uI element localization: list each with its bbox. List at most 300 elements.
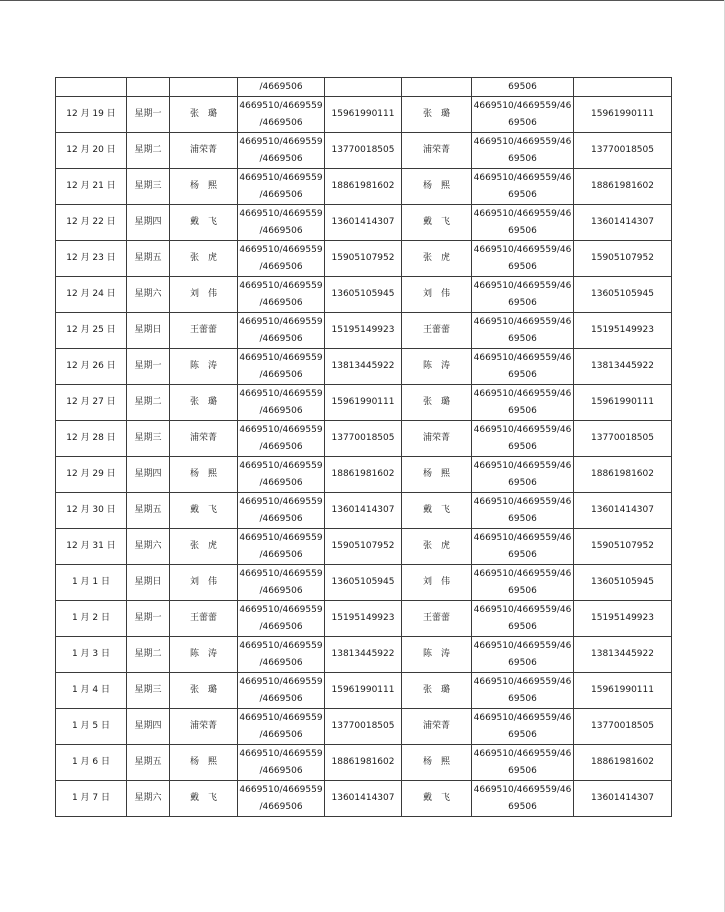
- cell-duty-a: [170, 421, 238, 457]
- cell-ext-a: [238, 529, 325, 565]
- cell-ext-a: [238, 169, 325, 205]
- ext-a-line-1: 4669510/4669559: [239, 748, 323, 759]
- date-text: 12 月 23 日: [66, 253, 116, 263]
- cell-ext-b: [472, 457, 574, 493]
- cell-mobile-a: [325, 313, 402, 349]
- cell-mobile-b: [574, 97, 672, 133]
- cell-duty-b: [402, 277, 472, 313]
- date-text: 12 月 27 日: [66, 397, 116, 407]
- ext-a-line-1: 4669510/4669559: [239, 640, 323, 651]
- date-text: 1 月 2 日: [71, 613, 111, 623]
- mobile-b: 13601414307: [591, 505, 654, 515]
- cell-duty-a: [170, 529, 238, 565]
- ext-a-line-1: 4669510/4669559: [239, 784, 323, 795]
- cell-duty-a: [170, 493, 238, 529]
- cell-duty-a: [170, 313, 238, 349]
- cell-mobile-a: [325, 421, 402, 457]
- duty-person-b: 浦荣菁: [422, 145, 450, 155]
- mobile-b: 13605105945: [591, 577, 654, 587]
- cell-duty-b: [402, 78, 472, 97]
- cell-duty-a: [170, 349, 238, 385]
- ext-a-line-2: /4669506: [259, 189, 303, 200]
- weekday-text: 星期五: [134, 757, 162, 767]
- cell-duty-a: [170, 745, 238, 781]
- mobile-b: 18861981602: [591, 181, 654, 191]
- cell-ext-b: [472, 529, 574, 565]
- mobile-a: 13770018505: [331, 721, 395, 731]
- ext-a-line-1: 4669510/4669559: [239, 136, 323, 147]
- ext-b-line-1: 4669510/4669559/46: [473, 604, 572, 615]
- ext-b-line-1: 4669510/4669559/46: [473, 244, 572, 255]
- cell-mobile-b: [574, 673, 672, 709]
- ext-a-line-2: /4669506: [259, 369, 303, 380]
- mobile-a: 13605105945: [331, 289, 395, 299]
- weekday-text: 星期一: [134, 613, 162, 623]
- cell-duty-a: [170, 637, 238, 673]
- cell-ext-a: [238, 745, 325, 781]
- ext-b-line-2: 69506: [508, 657, 537, 668]
- cell-weekday: [127, 205, 170, 241]
- cell-date: [56, 169, 127, 205]
- cell-ext-b: [472, 709, 574, 745]
- ext-a-line: /4669506: [259, 81, 303, 92]
- cell-mobile-b: [574, 241, 672, 277]
- cell-date: [56, 601, 127, 637]
- cell-mobile-a: [325, 709, 402, 745]
- cell-ext-a: [238, 313, 325, 349]
- cell-ext-a: [238, 493, 325, 529]
- cell-weekday: [127, 97, 170, 133]
- cell-mobile-b: [574, 421, 672, 457]
- ext-a-line-1: 4669510/4669559: [239, 604, 323, 615]
- mobile-b: 13601414307: [591, 793, 654, 803]
- duty-person-a: 张 虎: [189, 253, 217, 263]
- mobile-b: 13601414307: [591, 217, 654, 227]
- mobile-b: 15905107952: [591, 253, 654, 263]
- table-row: [56, 673, 672, 709]
- ext-b-line-2: 69506: [508, 477, 537, 488]
- weekday-text: 星期一: [134, 361, 162, 371]
- cell-duty-a: [170, 133, 238, 169]
- ext-b-line-1: 4669510/4669559/46: [473, 460, 572, 471]
- mobile-b: 15961990111: [591, 397, 654, 407]
- weekday-text: 星期三: [134, 433, 162, 443]
- weekday-text: 星期六: [134, 541, 162, 551]
- mobile-a: 18861981602: [331, 469, 395, 479]
- cell-mobile-b: [574, 565, 672, 601]
- ext-b-line-1: 4669510/4669559/46: [473, 712, 572, 723]
- duty-person-a: 张 璐: [189, 685, 217, 695]
- mobile-b: 13813445922: [591, 361, 654, 371]
- cell-date: [56, 781, 127, 817]
- cell-ext-b: [472, 493, 574, 529]
- cell-ext-b: [472, 421, 574, 457]
- weekday-text: 星期六: [134, 793, 162, 803]
- ext-a-line-1: 4669510/4669559: [239, 676, 323, 687]
- cell-duty-a: [170, 277, 238, 313]
- ext-b-line-1: 4669510/4669559/46: [473, 640, 572, 651]
- ext-b-line-1: 4669510/4669559/46: [473, 100, 572, 111]
- cell-mobile-b: [574, 601, 672, 637]
- duty-person-a: 浦荣菁: [189, 721, 217, 731]
- table-row: [56, 421, 672, 457]
- ext-a-line-2: /4669506: [259, 477, 303, 488]
- weekday-text: 星期四: [134, 469, 162, 479]
- cell-ext-b: [472, 169, 574, 205]
- duty-person-b: 张 虎: [422, 253, 450, 263]
- table-row: [56, 457, 672, 493]
- ext-b-line-2: 69506: [508, 153, 537, 164]
- ext-a-line-2: /4669506: [259, 693, 303, 704]
- weekday-text: 星期日: [134, 577, 162, 587]
- cell-weekday: [127, 313, 170, 349]
- cell-duty-a: [170, 241, 238, 277]
- mobile-b: 13770018505: [591, 433, 654, 443]
- cell-mobile-b: [574, 781, 672, 817]
- duty-person-a: 刘 伟: [189, 577, 217, 587]
- mobile-a: 13601414307: [331, 793, 395, 803]
- cell-mobile-b: [574, 169, 672, 205]
- cell-weekday: [127, 241, 170, 277]
- cell-ext-b: [472, 277, 574, 313]
- mobile-b: 15195149923: [591, 613, 654, 623]
- cell-mobile-a: [325, 169, 402, 205]
- cell-mobile-a: [325, 493, 402, 529]
- cell-mobile-b: [574, 457, 672, 493]
- date-text: 1 月 5 日: [71, 721, 111, 731]
- cell-mobile-a: [325, 601, 402, 637]
- ext-b-line-2: 69506: [508, 441, 537, 452]
- cell-date: [56, 78, 127, 97]
- ext-a-line-2: /4669506: [259, 297, 303, 308]
- mobile-b: 13770018505: [591, 721, 654, 731]
- cell-weekday: [127, 169, 170, 205]
- cell-mobile-b: [574, 277, 672, 313]
- cell-mobile-b: [574, 637, 672, 673]
- cell-date: [56, 709, 127, 745]
- cell-ext-a: [238, 709, 325, 745]
- cell-weekday: [127, 781, 170, 817]
- table-row-partial: [56, 78, 672, 97]
- duty-schedule-table: [55, 77, 672, 817]
- cell-ext-a: [238, 421, 325, 457]
- date-text: 12 月 31 日: [66, 541, 116, 551]
- cell-ext-b: [472, 313, 574, 349]
- table-row: [56, 241, 672, 277]
- cell-duty-b: [402, 421, 472, 457]
- weekday-text: 星期二: [134, 145, 162, 155]
- ext-b-line-1: 4669510/4669559/46: [473, 316, 572, 327]
- cell-ext-b: [472, 133, 574, 169]
- ext-a-line-2: /4669506: [259, 621, 303, 632]
- ext-b-line-2: 69506: [508, 693, 537, 704]
- cell-weekday: [127, 78, 170, 97]
- date-text: 12 月 28 日: [66, 433, 116, 443]
- weekday-text: 星期日: [134, 325, 162, 335]
- cell-mobile-b: [574, 493, 672, 529]
- cell-date: [56, 205, 127, 241]
- table-row: [56, 313, 672, 349]
- cell-ext-b: [472, 673, 574, 709]
- cell-mobile-a: [325, 565, 402, 601]
- weekday-text: 星期三: [134, 181, 162, 191]
- mobile-b: 13770018505: [591, 145, 654, 155]
- duty-person-b: 刘 伟: [422, 577, 450, 587]
- cell-mobile-a: [325, 78, 402, 97]
- mobile-a: 13601414307: [331, 505, 395, 515]
- cell-mobile-a: [325, 133, 402, 169]
- cell-duty-b: [402, 601, 472, 637]
- duty-person-a: 王蕾蕾: [189, 613, 217, 623]
- ext-a-line-1: 4669510/4669559: [239, 460, 323, 471]
- cell-ext-a: [238, 133, 325, 169]
- duty-person-b: 陈 涛: [422, 361, 450, 371]
- ext-b-line-1: 4669510/4669559/46: [473, 208, 572, 219]
- ext-a-line-2: /4669506: [259, 261, 303, 272]
- mobile-a: 13770018505: [331, 433, 395, 443]
- ext-b-line-1: 4669510/4669559/46: [473, 388, 572, 399]
- table-row: [56, 601, 672, 637]
- duty-person-b: 戴 飞: [422, 793, 450, 803]
- ext-b-line-2: 69506: [508, 405, 537, 416]
- cell-ext-a: [238, 673, 325, 709]
- cell-mobile-a: [325, 349, 402, 385]
- date-text: 12 月 26 日: [66, 361, 116, 371]
- duty-person-b: 杨 熙: [422, 181, 450, 191]
- table-row: [56, 565, 672, 601]
- cell-ext-a: [238, 78, 325, 97]
- ext-b-line-2: 69506: [508, 225, 537, 236]
- cell-date: [56, 745, 127, 781]
- duty-person-a: 张 虎: [189, 541, 217, 551]
- ext-b-line-1: 4669510/4669559/46: [473, 532, 572, 543]
- cell-mobile-b: [574, 745, 672, 781]
- duty-person-b: 陈 涛: [422, 649, 450, 659]
- mobile-a: 15195149923: [331, 325, 395, 335]
- duty-person-a: 刘 伟: [189, 289, 217, 299]
- ext-b-line-2: 69506: [508, 261, 537, 272]
- cell-duty-b: [402, 745, 472, 781]
- table-row: [56, 709, 672, 745]
- ext-a-line-2: /4669506: [259, 549, 303, 560]
- ext-b-line-2: 69506: [508, 117, 537, 128]
- cell-date: [56, 133, 127, 169]
- cell-duty-b: [402, 529, 472, 565]
- mobile-a: 15905107952: [331, 541, 395, 551]
- cell-ext-b: [472, 637, 574, 673]
- cell-weekday: [127, 601, 170, 637]
- table-row: [56, 781, 672, 817]
- ext-a-line-2: /4669506: [259, 153, 303, 164]
- duty-person-a: 张 璐: [189, 397, 217, 407]
- cell-mobile-a: [325, 457, 402, 493]
- cell-date: [56, 277, 127, 313]
- cell-date: [56, 97, 127, 133]
- cell-ext-b: [472, 745, 574, 781]
- ext-b-line-1: 4669510/4669559/46: [473, 352, 572, 363]
- cell-duty-b: [402, 205, 472, 241]
- duty-person-a: 张 璐: [189, 109, 217, 119]
- ext-a-line-2: /4669506: [259, 513, 303, 524]
- cell-duty-b: [402, 349, 472, 385]
- cell-duty-b: [402, 97, 472, 133]
- cell-duty-b: [402, 565, 472, 601]
- date-text: 12 月 21 日: [66, 181, 116, 191]
- ext-b-line-2: 69506: [508, 297, 537, 308]
- duty-person-b: 张 璐: [422, 109, 450, 119]
- ext-a-line-1: 4669510/4669559: [239, 352, 323, 363]
- duty-person-a: 浦荣菁: [189, 145, 217, 155]
- cell-ext-b: [472, 241, 574, 277]
- ext-a-line-2: /4669506: [259, 729, 303, 740]
- ext-a-line-1: 4669510/4669559: [239, 496, 323, 507]
- date-text: 1 月 4 日: [71, 685, 111, 695]
- weekday-text: 星期五: [134, 253, 162, 263]
- date-text: 12 月 20 日: [66, 145, 116, 155]
- table-row: [56, 745, 672, 781]
- mobile-a: 15905107952: [331, 253, 395, 263]
- date-text: 12 月 22 日: [66, 217, 116, 227]
- mobile-a: 18861981602: [331, 181, 395, 191]
- mobile-a: 15961990111: [331, 685, 395, 695]
- cell-duty-a: [170, 709, 238, 745]
- mobile-b: 18861981602: [591, 757, 654, 767]
- cell-ext-b: [472, 349, 574, 385]
- mobile-a: 13601414307: [331, 217, 395, 227]
- cell-mobile-b: [574, 709, 672, 745]
- cell-ext-b: [472, 565, 574, 601]
- cell-weekday: [127, 673, 170, 709]
- cell-ext-b: [472, 97, 574, 133]
- duty-person-a: 杨 熙: [189, 757, 217, 767]
- cell-duty-a: [170, 169, 238, 205]
- cell-duty-b: [402, 241, 472, 277]
- ext-a-line-2: /4669506: [259, 225, 303, 236]
- page-top-rule: [0, 0, 725, 1]
- weekday-text: 星期一: [134, 109, 162, 119]
- ext-a-line-1: 4669510/4669559: [239, 424, 323, 435]
- cell-date: [56, 313, 127, 349]
- ext-b-line-2: 69506: [508, 729, 537, 740]
- mobile-a: 18861981602: [331, 757, 395, 767]
- weekday-text: 星期二: [134, 397, 162, 407]
- cell-ext-a: [238, 205, 325, 241]
- ext-a-line-1: 4669510/4669559: [239, 280, 323, 291]
- ext-b-line-1: 4669510/4669559/46: [473, 748, 572, 759]
- mobile-b: 15195149923: [591, 325, 654, 335]
- duty-person-b: 刘 伟: [422, 289, 450, 299]
- mobile-b: 13813445922: [591, 649, 654, 659]
- ext-a-line-1: 4669510/4669559: [239, 388, 323, 399]
- table-row: [56, 205, 672, 241]
- cell-weekday: [127, 349, 170, 385]
- mobile-b: 15961990111: [591, 109, 654, 119]
- mobile-a: 13813445922: [331, 361, 395, 371]
- cell-mobile-a: [325, 637, 402, 673]
- table-row: [56, 529, 672, 565]
- ext-a-line-2: /4669506: [259, 441, 303, 452]
- mobile-a: 13770018505: [331, 145, 395, 155]
- ext-a-line-1: 4669510/4669559: [239, 208, 323, 219]
- cell-duty-b: [402, 169, 472, 205]
- cell-ext-b: [472, 205, 574, 241]
- ext-a-line-1: 4669510/4669559: [239, 568, 323, 579]
- cell-ext-a: [238, 277, 325, 313]
- cell-ext-b: [472, 385, 574, 421]
- ext-a-line-2: /4669506: [259, 765, 303, 776]
- ext-a-line-1: 4669510/4669559: [239, 532, 323, 543]
- cell-ext-b: [472, 781, 574, 817]
- ext-b-line-1: 4669510/4669559/46: [473, 424, 572, 435]
- duty-person-b: 杨 熙: [422, 757, 450, 767]
- ext-b-line-2: 69506: [508, 765, 537, 776]
- duty-person-b: 戴 飞: [422, 505, 450, 515]
- ext-b-line-1: 4669510/4669559/46: [473, 784, 572, 795]
- cell-weekday: [127, 709, 170, 745]
- cell-weekday: [127, 493, 170, 529]
- cell-duty-a: [170, 457, 238, 493]
- cell-duty-b: [402, 781, 472, 817]
- weekday-text: 星期三: [134, 685, 162, 695]
- duty-person-a: 戴 飞: [189, 505, 217, 515]
- date-text: 12 月 24 日: [66, 289, 116, 299]
- table-row: [56, 637, 672, 673]
- mobile-a: 15195149923: [331, 613, 395, 623]
- cell-duty-a: [170, 781, 238, 817]
- duty-person-b: 张 璐: [422, 685, 450, 695]
- cell-weekday: [127, 421, 170, 457]
- ext-a-line-2: /4669506: [259, 585, 303, 596]
- cell-duty-b: [402, 709, 472, 745]
- mobile-b: 13605105945: [591, 289, 654, 299]
- date-text: 12 月 30 日: [66, 505, 116, 515]
- cell-mobile-b: [574, 529, 672, 565]
- cell-duty-a: [170, 78, 238, 97]
- ext-b-line-2: 69506: [508, 513, 537, 524]
- date-text: 12 月 25 日: [66, 325, 116, 335]
- ext-a-line-2: /4669506: [259, 333, 303, 344]
- weekday-text: 星期五: [134, 505, 162, 515]
- ext-b-line: 69506: [508, 81, 537, 92]
- cell-date: [56, 673, 127, 709]
- date-text: 1 月 3 日: [71, 649, 111, 659]
- table-row: [56, 169, 672, 205]
- mobile-b: 18861981602: [591, 469, 654, 479]
- cell-mobile-b: [574, 385, 672, 421]
- cell-weekday: [127, 133, 170, 169]
- mobile-a: 13813445922: [331, 649, 395, 659]
- duty-person-a: 浦荣菁: [189, 433, 217, 443]
- cell-duty-a: [170, 385, 238, 421]
- cell-weekday: [127, 277, 170, 313]
- cell-mobile-a: [325, 385, 402, 421]
- ext-b-line-1: 4669510/4669559/46: [473, 568, 572, 579]
- duty-person-a: 杨 熙: [189, 469, 217, 479]
- cell-date: [56, 421, 127, 457]
- duty-person-b: 张 虎: [422, 541, 450, 551]
- cell-ext-a: [238, 781, 325, 817]
- table-row: [56, 97, 672, 133]
- mobile-b: 15961990111: [591, 685, 654, 695]
- cell-duty-b: [402, 673, 472, 709]
- duty-person-b: 杨 熙: [422, 469, 450, 479]
- ext-a-line-2: /4669506: [259, 117, 303, 128]
- ext-a-line-1: 4669510/4669559: [239, 172, 323, 183]
- ext-a-line-2: /4669506: [259, 657, 303, 668]
- date-text: 1 月 7 日: [71, 793, 111, 803]
- cell-mobile-b: [574, 205, 672, 241]
- ext-b-line-2: 69506: [508, 801, 537, 812]
